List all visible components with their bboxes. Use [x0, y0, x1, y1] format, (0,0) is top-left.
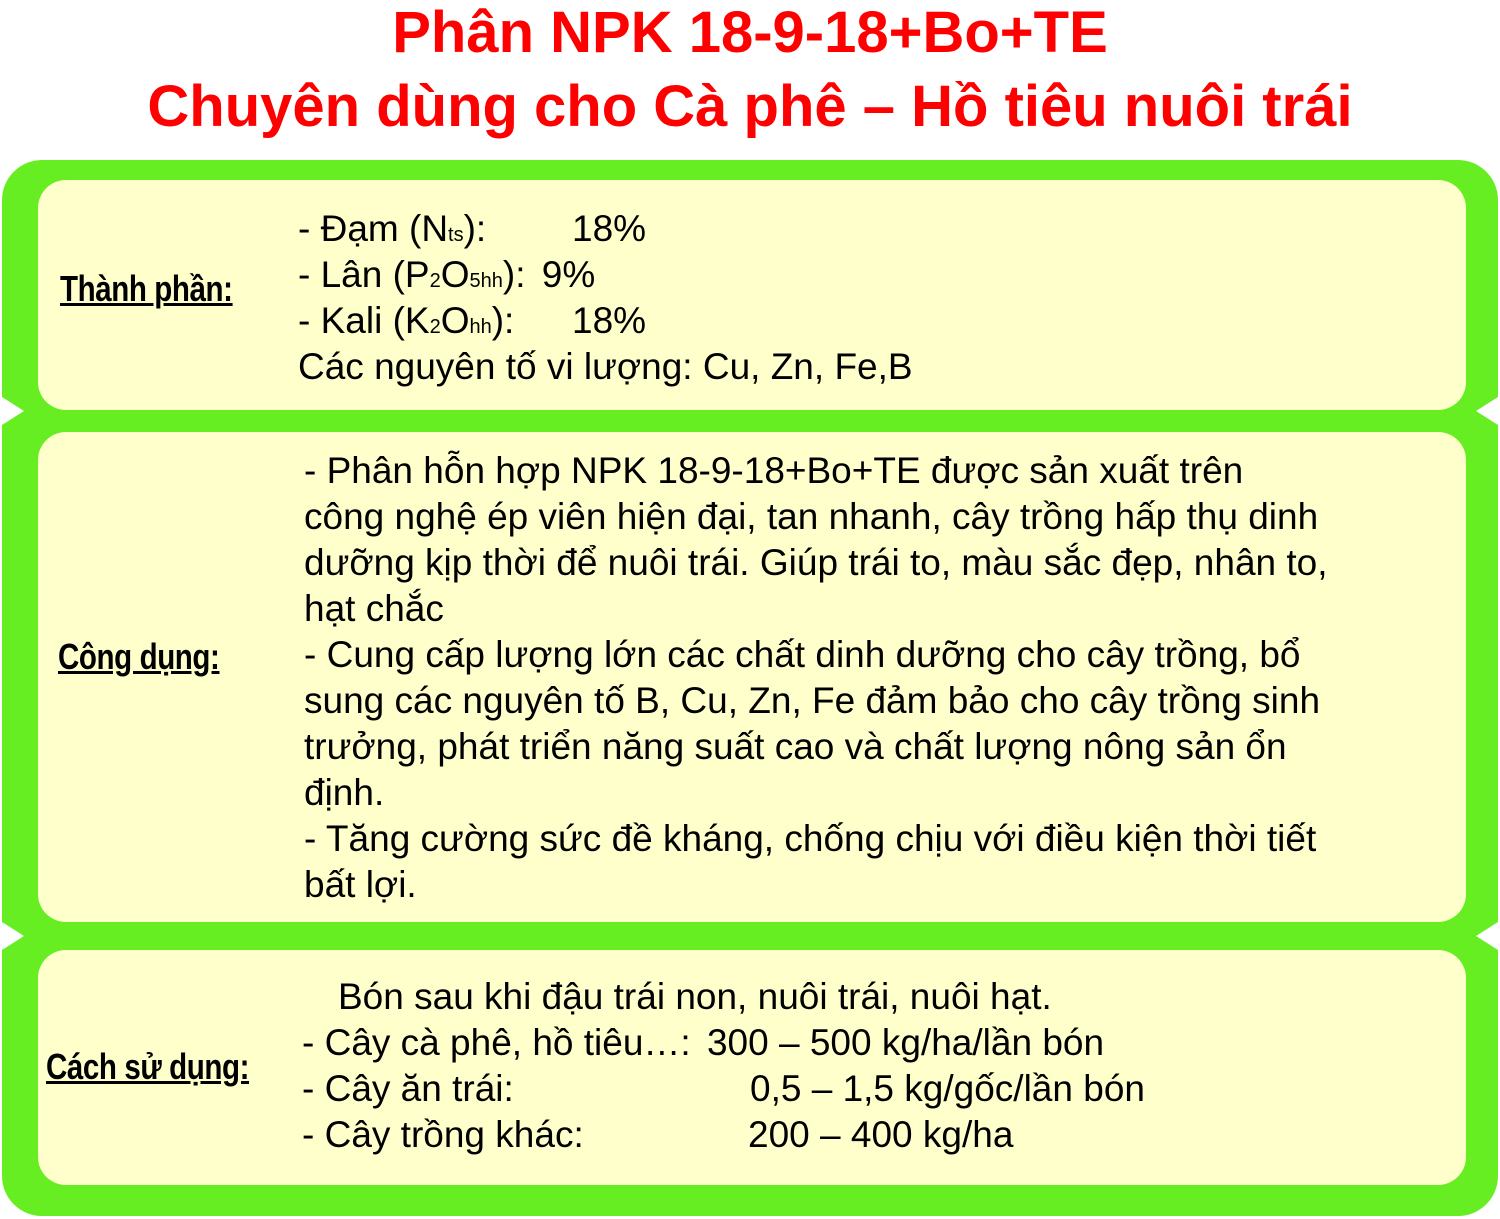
composition-item: - Kali (K2Ohh): 18% — [298, 298, 1448, 344]
usage-row: - Cây ăn trái: 0,5 – 1,5 kg/gốc/lần bón — [302, 1068, 1145, 1109]
frame-notch — [2, 922, 24, 950]
composition-item: - Đạm (Nts): 18% — [298, 206, 1448, 252]
uses-line: - Tăng cường sức đề kháng, chống chịu với điều kiện thời tiết — [304, 818, 1317, 859]
uses-text — [304, 448, 1464, 908]
title-line-1: Phân NPK 18-9-18+Bo+TE — [392, 0, 1108, 65]
frame-notch — [1476, 397, 1498, 425]
uses-label: Công dụng: — [58, 636, 220, 677]
usage-row: - Cây cà phê, hồ tiêu…: 300 – 500 kg/ha/lần bón — [302, 1022, 1105, 1063]
uses-line: trưởng, phát triển năng suất cao và chất lượng nông sản ổn — [304, 726, 1287, 767]
uses-line: bất lợi. — [304, 864, 417, 905]
composition-item: - Lân (P2O5hh): 9% — [298, 254, 596, 295]
frame-notch — [1476, 922, 1498, 950]
uses-line: hạt chắc — [304, 588, 444, 629]
composition-list — [298, 206, 1448, 390]
phosphorus-value: 9% — [541, 254, 596, 295]
frame-notch — [2, 397, 24, 425]
usage-row: - Cây trồng khác: 200 – 400 kg/ha — [302, 1114, 1014, 1155]
uses-line: sung các nguyên tố B, Cu, Zn, Fe đảm bảo cho cây trồng sinh — [304, 680, 1321, 721]
trace-elements: Các nguyên tố vi lượng: Cu, Zn, Fe,B — [298, 346, 913, 387]
uses-line: dưỡng kịp thời để nuôi trái. Giúp trái to, màu sắc đẹp, nhân to, — [304, 542, 1328, 583]
uses-line: - Cung cấp lượng lớn các chất dinh dưỡng cho cây trồng, bổ — [304, 634, 1301, 675]
nitrogen-value: 18% — [572, 208, 647, 249]
uses-line: định. — [304, 772, 385, 813]
usage-intro: Bón sau khi đậu trái non, nuôi trái, nuôi hạt. — [338, 976, 1052, 1017]
title-line-2: Chuyên dùng cho Cà phê – Hồ tiêu nuôi trái — [147, 74, 1353, 139]
usage-label: Cách sử dụng: — [46, 1046, 250, 1087]
composition-label: Thành phần: — [60, 268, 233, 309]
potassium-value: 18% — [572, 300, 647, 341]
uses-line: công nghệ ép viên hiện đại, tan nhanh, cây trồng hấp thụ dinh — [304, 496, 1319, 537]
uses-line: - Phân hỗn hợp NPK 18-9-18+Bo+TE được sản xuất trên — [304, 450, 1244, 491]
usage-text — [302, 974, 1452, 1158]
